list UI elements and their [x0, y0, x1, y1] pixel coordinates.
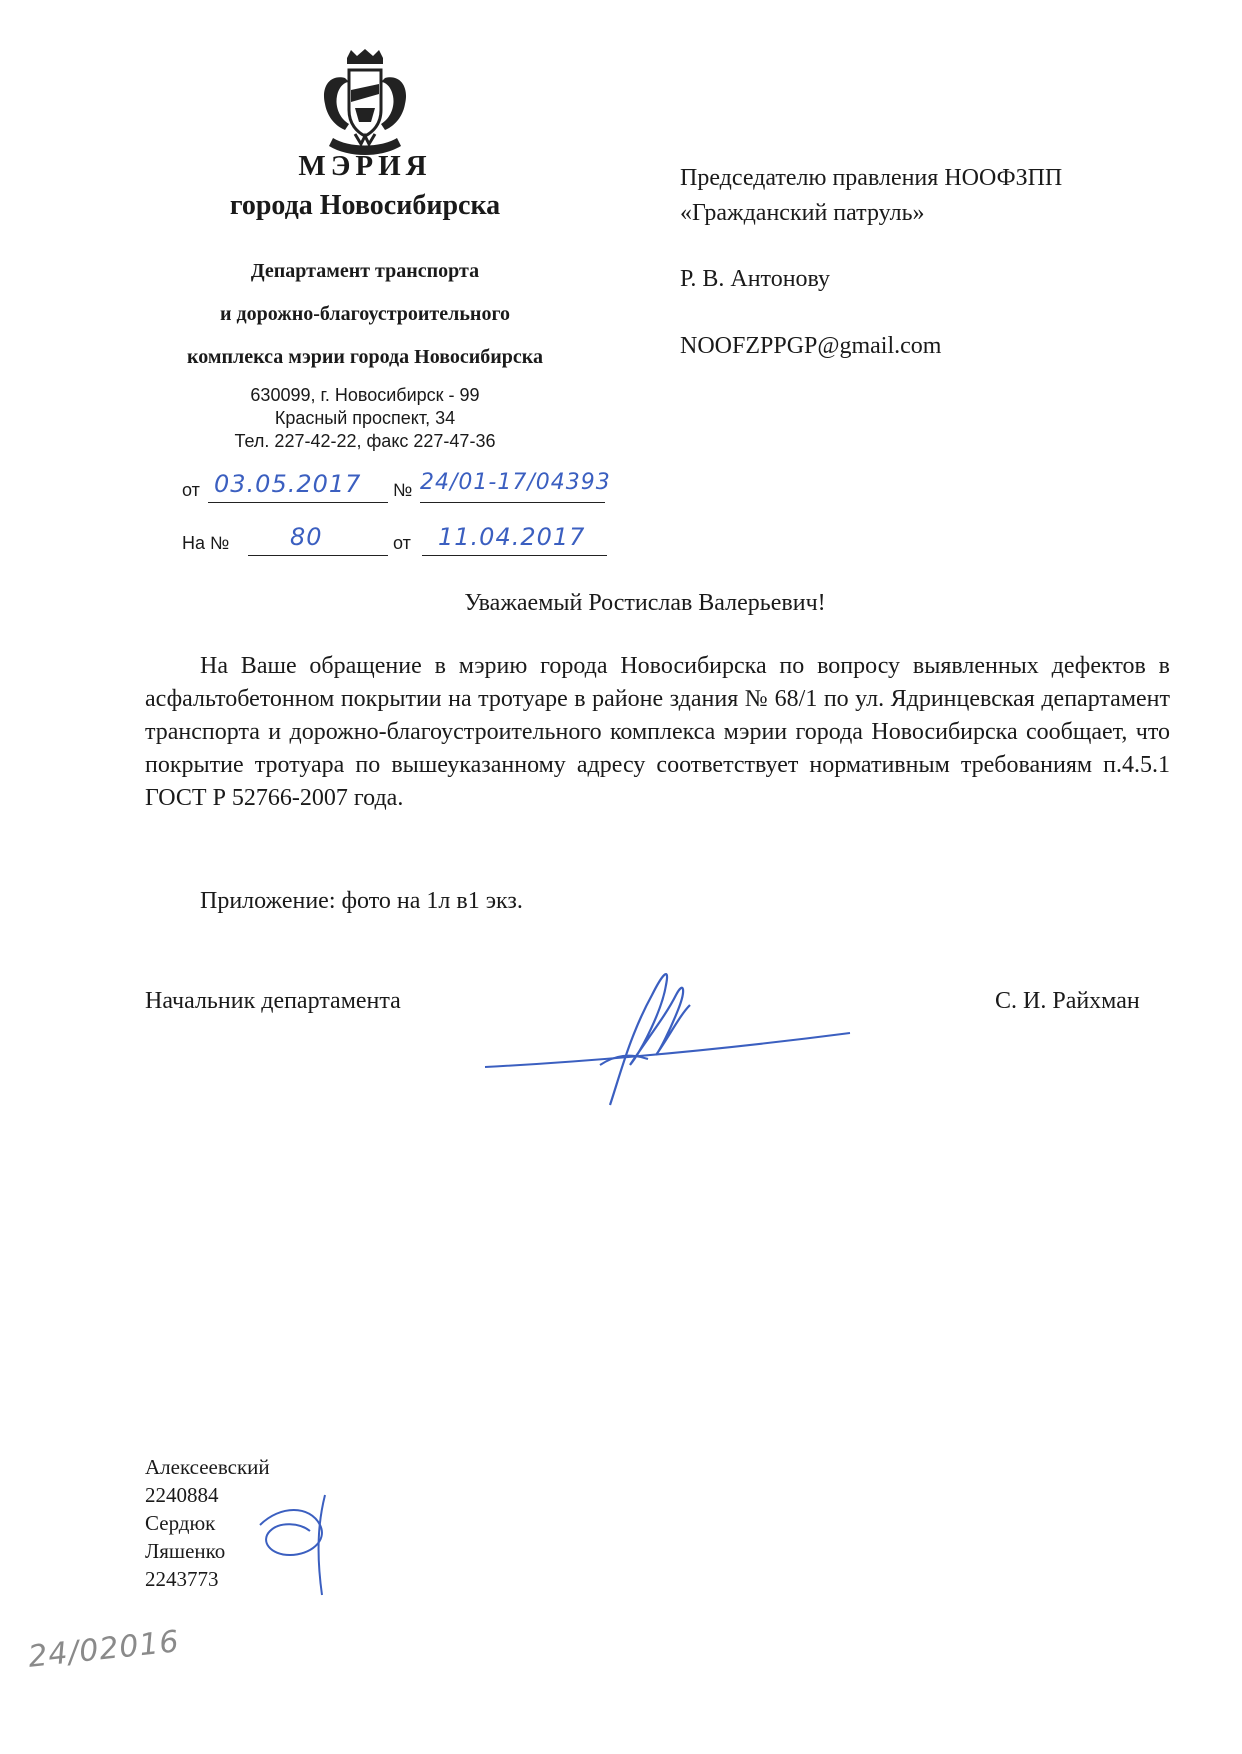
contact-line: Сердюк	[145, 1511, 216, 1535]
department-line: и дорожно-благоустроительного	[219, 303, 511, 325]
department-line: комплекса мэрии города Новосибирска	[186, 346, 544, 368]
addressee-name: Р. В. Антонову	[680, 266, 831, 292]
signature-icon	[480, 955, 860, 1115]
addressee-position: Председателю правления НООФЗПП	[680, 165, 1063, 191]
contact-line: Ляшенко	[145, 1539, 226, 1563]
reply-date-underline	[422, 555, 607, 556]
contact-line: 2240884	[145, 1483, 219, 1507]
letter-body: На Ваше обращение в мэрию города Новосибирска по вопросу выявленных дефектов в асфальтобетонном покрытии на тротуаре в районе здания № 68/1 по ул. Ядринцевская департамент транспорта и дорожно-благоустроительного комплекса мэрии города Новосибирска сообщает, что покрытие тротуара по вышеуказанному адресу соответствует нормативным требованиям п.4.5.1 ГОСТ Р 52766-2007 года.	[145, 653, 1170, 811]
signer-title: Начальник департамента	[145, 988, 401, 1014]
signer-name: С. И. Райхман	[995, 988, 1140, 1014]
number-label: №	[393, 480, 413, 500]
department-line: Департамент транспорта	[250, 260, 480, 282]
outgoing-date: 03.05.2017	[214, 470, 362, 498]
handwritten-note: 24/02016	[26, 1624, 182, 1675]
office-title: МЭРИЯ	[298, 150, 432, 182]
reply-date: 11.04.2017	[438, 523, 586, 551]
outgoing-number: 24/01-17/04393	[420, 470, 611, 495]
addressee-organization: «Гражданский патруль»	[680, 200, 925, 226]
contact-line: Алексеевский	[145, 1455, 270, 1479]
reply-number-label: На №	[182, 533, 230, 553]
addressee-email: NOOFZPPGP@gmail.com	[680, 333, 942, 359]
address-line: Красный проспект, 34	[274, 408, 456, 428]
city-title: города Новосибирска	[229, 190, 501, 221]
salutation: Уважаемый Ростислав Валерьевич!	[464, 590, 826, 616]
reply-date-label: от	[393, 533, 411, 553]
city-coat-of-arms-icon	[315, 48, 415, 160]
contact-line: 2243773	[145, 1567, 219, 1591]
attachment-note: Приложение: фото на 1л в1 экз.	[200, 888, 523, 914]
date-from-label: от	[182, 480, 200, 500]
address-line: 630099, г. Новосибирск - 99	[250, 385, 480, 405]
reply-number-underline	[248, 555, 388, 556]
date-underline	[208, 502, 388, 503]
initials-mark-icon	[240, 1475, 370, 1605]
reply-number: 80	[290, 523, 323, 551]
address-line: Тел. 227-42-22, факс 227-47-36	[234, 431, 496, 451]
number-underline	[420, 502, 605, 503]
